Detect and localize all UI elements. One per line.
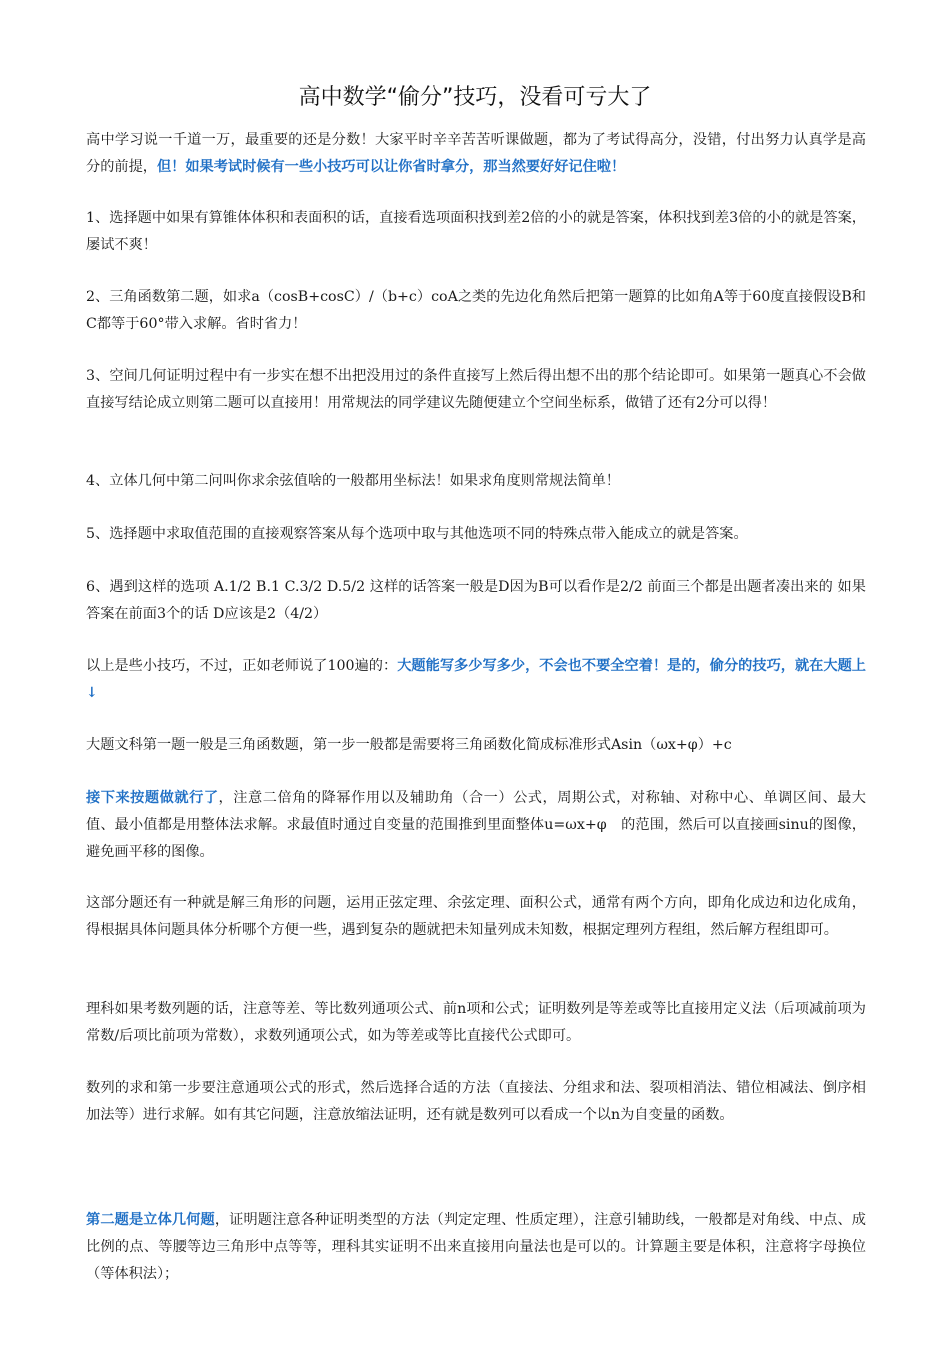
triangle-paragraph: 这部分题还有一种就是解三角形的问题，运用正弦定理、余弦定理、面积公式，通常有两个方向，即角化成边和边化成角，得根据具体问题具体分析哪个方便一些，遇到复杂的题就把未知量列成未知数，根据定理列方程组，然后解方程组即可。 [86, 895, 866, 938]
tip-2: 2、三角函数第二题，如求a（cosB+cosC）/（b+c）coA之类的先边化角然后把第一题算的比如角A等于60度直接假设B和C都等于60°带入求解。省时省力！ [86, 289, 866, 332]
sequence-paragraph: 理科如果考数列题的话，注意等差、等比数列通项公式、前n项和公式；证明数列是等差或等比直接用定义法（后项减前项为常数/后项比前项为常数），求数列通项公式，如为等差或等比直接代公式即可。 [86, 1001, 866, 1044]
summary-highlight: 大题能写多少写多少，不会也不要全空着！是的，偷分的技巧，就在大题上↓ [86, 658, 866, 701]
summary-paragraph [86, 653, 866, 707]
trig-method-highlight: 接下来按题做就行了 [86, 790, 219, 806]
trig-method-text: ，注意二倍角的降幂作用以及辅助角（合一）公式，周期公式，对称轴、对称中心、单调区间、最大值、最小值都是用整体法求解。求最值时通过自变量的范围推到里面整体u=ωx+φ 的范围，然后可以直接画sinu的图像，避免画平移的图像。 [86, 790, 866, 860]
tip-4: 4、立体几何中第二问叫你求余弦值啥的一般都用坐标法！如果求角度则常规法简单！ [86, 473, 620, 489]
tip-1: 1、选择题中如果有算锥体体积和表面积的话，直接看选项面积找到差2倍的小的就是答案，体积找到差3倍的小的就是答案，屡试不爽！ [86, 210, 866, 253]
intro-highlight: 但！如果考试时候有一些小技巧可以让你省时拿分，那当然要好好记住啦！ [156, 159, 626, 175]
page-title: 高中数学“偷分”技巧，没看可亏大了 [298, 85, 652, 110]
solid-geometry-highlight: 第二题是立体几何题 [86, 1212, 215, 1228]
tip-3: 3、空间几何证明过程中有一步实在想不出把没用过的条件直接写上然后得出想不出的那个结论即可。如果第一题真心不会做直接写结论成立则第二题可以直接用！用常规法的同学建议先随便建立个空间坐标系，做错了还有2分可以得！ [86, 368, 866, 411]
tip-6: 6、遇到这样的选项 A.1/2 B.1 C.3/2 D.5/2 这样的话答案一般是D因为B可以看作是2/2 前面三个都是出题者凑出来的 如果答案在前面3个的话 D应该是2（4/2） [86, 579, 866, 622]
trig-intro-paragraph: 大题文科第一题一般是三角函数题，第一步一般都是需要将三角函数化简成标准形式Asin（ωx+φ）+c [86, 737, 732, 753]
solid-geometry-text: ，证明题注意各种证明类型的方法（判定定理、性质定理），注意引辅助线，一般都是对角线、中点、成比例的点、等腰等边三角形中点等等，理科其实证明不出来直接用向量法也是可以的。计算题主要是体积，注意将字母换位（等体积法）； [86, 1212, 866, 1282]
summary-text: 以上是些小技巧，不过，正如老师说了100遍的： [86, 658, 398, 674]
sequence-sum-paragraph: 数列的求和第一步要注意通项公式的形式，然后选择合适的方法（直接法、分组求和法、裂项相消法、错位相减法、倒序相加法等）进行求解。如有其它问题，注意放缩法证明，还有就是数列可以看成一个以n为自变量的函数。 [86, 1080, 866, 1123]
trig-method-paragraph [86, 785, 866, 866]
tip-5: 5、选择题中求取值范围的直接观察答案从每个选项中取与其他选项不同的特殊点带入能成立的就是答案。 [86, 526, 748, 542]
intro-paragraph [86, 127, 866, 181]
solid-geometry-paragraph [86, 1207, 866, 1288]
intro-text: 高中学习说一千道一万，最重要的还是分数！大家平时辛辛苦苦听课做题，都为了考试得高分，没错，付出努力认真学是高分的前提， [86, 132, 866, 175]
